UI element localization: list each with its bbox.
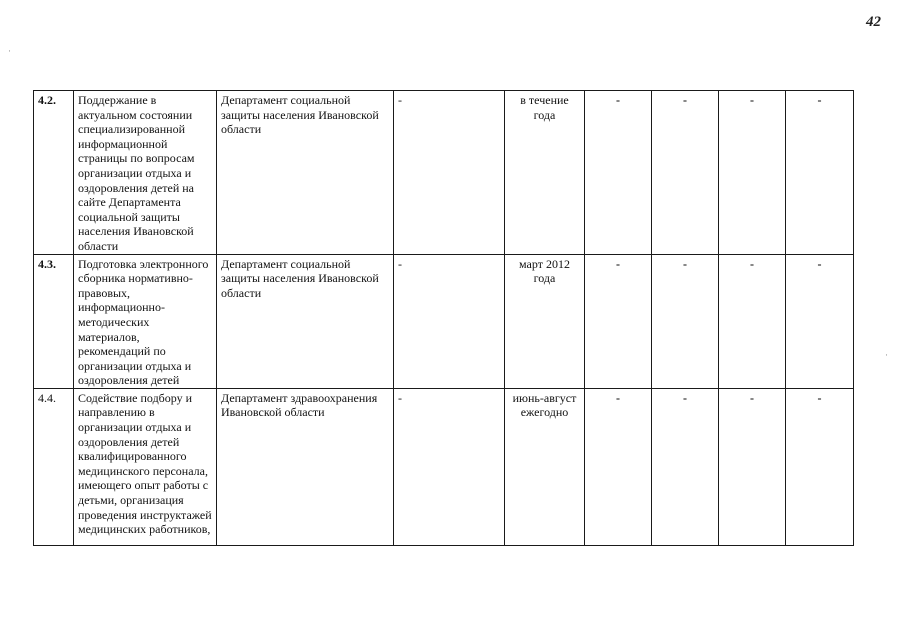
funding-source: - [394,254,505,388]
year-amount: - [652,91,719,255]
funding-source: - [394,388,505,545]
deadline: март 2012 года [505,254,585,388]
year-amount: - [652,254,719,388]
row-number: 4.4. [34,388,74,545]
year-amount: - [652,388,719,545]
scan-speck: · [885,350,888,360]
year-amount: - [786,254,854,388]
responsible-department: Департамент здравоохранения Ивановской области [217,388,394,545]
table-row [34,254,854,388]
row-number: 4.2. [34,91,74,255]
year-amount: - [585,388,652,545]
table-row [34,91,854,255]
responsible-department: Департамент социальной защиты населения Ивановской области [217,91,394,255]
responsible-department: Департамент социальной защиты населения Ивановской области [217,254,394,388]
measure-description: Подготовка электронного сборника нормативно-правовых, информационно-методических материалов, рекомендаций по организации отдыха и оздоровления детей [74,254,217,388]
row-number: 4.3. [34,254,74,388]
funding-source: - [394,91,505,255]
table-row [34,388,854,545]
year-amount: - [719,388,786,545]
measures-table [33,90,854,546]
year-amount: - [585,254,652,388]
year-amount: - [719,91,786,255]
year-amount: - [786,388,854,545]
page-number: 42 [866,14,881,30]
deadline: июнь-август ежегодно [505,388,585,545]
scan-speck: · [8,46,11,56]
deadline: в течение года [505,91,585,255]
year-amount: - [585,91,652,255]
year-amount: - [786,91,854,255]
year-amount: - [719,254,786,388]
measure-description: Содействие подбору и направлению в организации отдыха и оздоровления детей квалифицированного медицинского персонала, имеющего опыт работы с детьми, организация проведения инструктажей медицинских работников, [74,388,217,545]
measure-description: Поддержание в актуальном состоянии специализированной информационной страницы по вопросам организации отдыха и оздоровления детей на сайте Департамента социальной защиты населения Ивановской области [74,91,217,255]
